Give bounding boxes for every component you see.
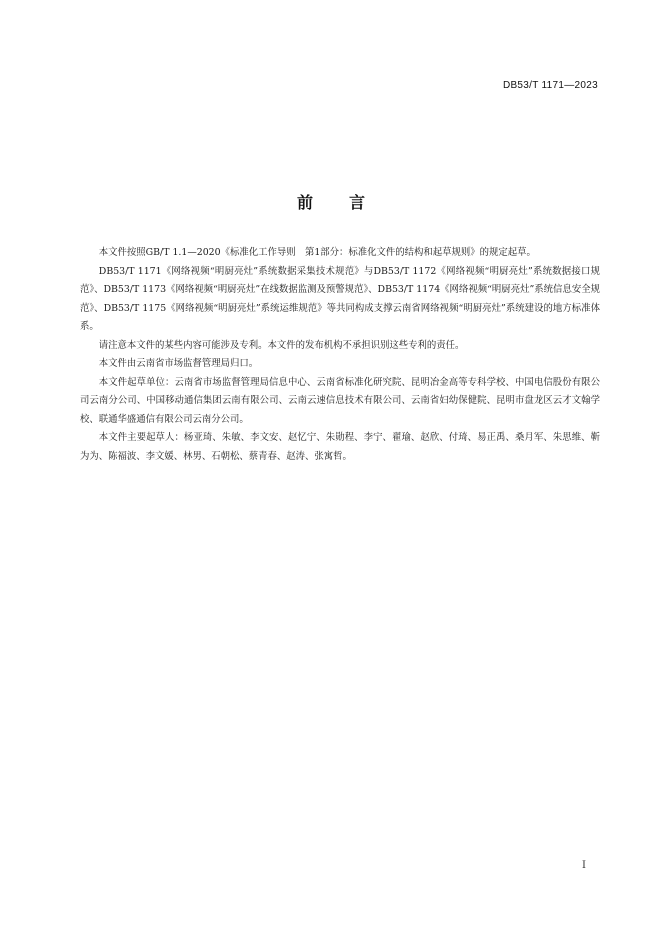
title-char-2: 言	[349, 193, 366, 212]
foreword-body	[80, 244, 600, 466]
paragraph-responsible-body: 本文件由云南省市场监督管理局归口。	[98, 358, 259, 369]
title-char-1: 前	[296, 193, 313, 212]
paragraph-standard-series: DB53/T 1171《网络视频“明厨亮灶”系统数据采集技术规范》与DB53/T 1172《网络视频“明厨亮灶”系统数据接口规范》、DB53/T 1173《网络视频“明厨亮灶”在线数据监测及预警规范》、DB53/T 1174《网络视频“明厨亮灶”系统信息安全规范》、DB53/T 1175《网络视频“明厨亮灶”系统运维规范》等共同构成支撑云南省网络视频“明厨亮灶”系统建设的地方标准体系。	[80, 265, 600, 332]
document-code: DB53/T 1171—2023	[502, 80, 598, 91]
paragraph-drafters: 本文件主要起草人：杨亚琦、朱敏、李文安、赵忆宁、朱勋程、李宁、翟瑜、赵欣、付琦、易正禹、桑月军、朱思维、靳为为、陈福波、李文媛、林男、石朝松、蔡青春、赵涛、张寓哲。	[80, 432, 600, 462]
page-number: I	[582, 860, 586, 871]
paragraph-patent-notice: 请注意本文件的某些内容可能涉及专利。本文件的发布机构不承担识别这些专利的责任。	[98, 339, 465, 351]
paragraph-drafting-rules: 本文件按照GB/T 1.1—2020《标准化工作导则 第1部分：标准化文件的结构和起草规则》的规定起草。	[98, 247, 536, 258]
paragraph-drafting-units: 本文件起草单位：云南省市场监督管理局信息中心、云南省标准化研究院、昆明冶金高等专科学校、中国电信股份有限公司云南分公司、中国移动通信集团云南有限公司、云南云速信息技术有限公司、云南省妇幼保健院、昆明市盘龙区云才文翰学校、联通华盛通信有限公司云南分公司。	[80, 376, 600, 425]
page-title	[0, 190, 662, 213]
